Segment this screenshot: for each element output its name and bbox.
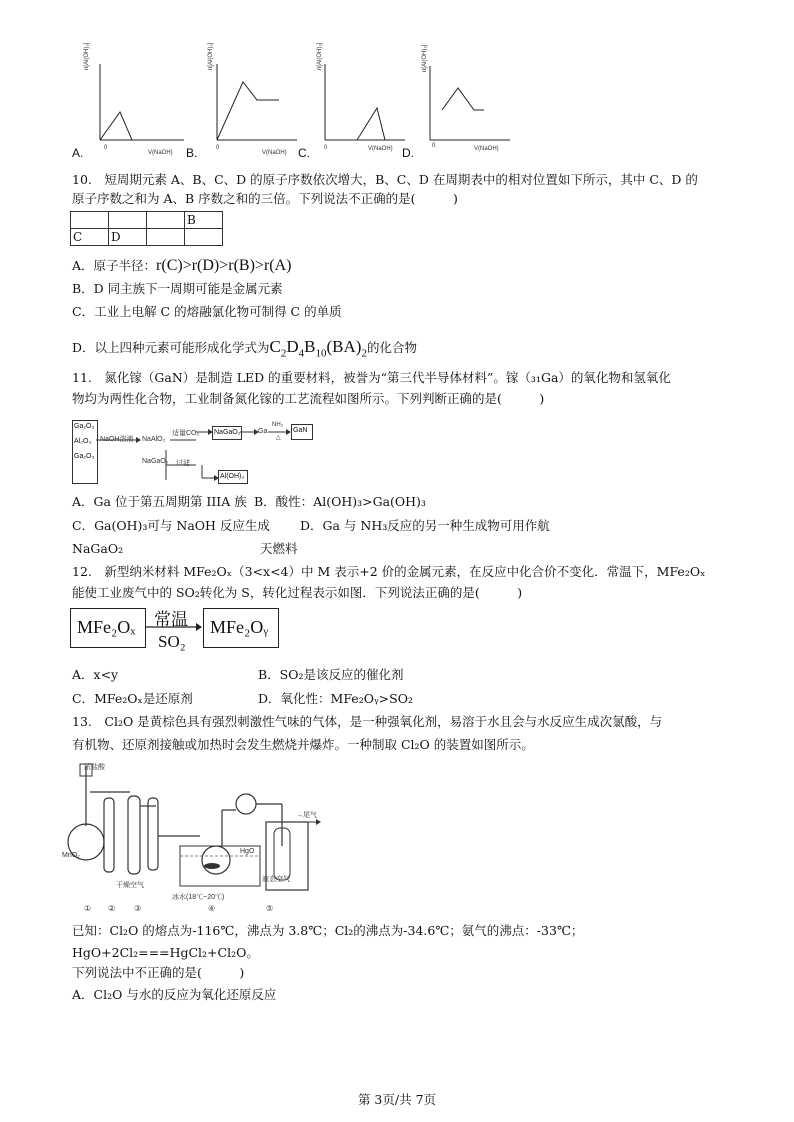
q10-option-d-suffix: 的化合物 — [366, 340, 417, 355]
q13-option-a: A．Cl₂O 与水的反应为氧化还原反应 — [72, 987, 277, 1002]
graph-c-letter: C. — [298, 146, 310, 160]
graph-d-ylabel: n[Al(OH)₃] — [422, 44, 428, 72]
q11-flow-arrows — [96, 420, 316, 490]
q10-cell-d: D — [109, 229, 147, 246]
q10-cell — [109, 212, 147, 229]
q13-label-bath: 冰水(18℃~20℃) — [172, 894, 225, 901]
q10-stem-line2: 原子序数之和为 A、B 序数之和的三倍。下列说法不正确的是( ) — [72, 191, 458, 206]
graph-c-xlabel: V(NaOH) — [368, 146, 393, 152]
q13-known-line1: 已知：Cl₂O 的熔点为-116℃，沸点为 3.8℃；Cl₂的沸点为-34.6℃；氨气的沸点：-33℃； — [72, 923, 584, 938]
q11-flow-prod1: NaGaO₂ — [212, 426, 242, 440]
q11-option-b: B．酸性：Al(OH)₃>Ga(OH)₃ — [254, 494, 426, 509]
q13-label-1: ① — [84, 904, 92, 913]
q10-option-d-formula: $C_2D_4B_{10}(BA)_2$ — [269, 337, 367, 360]
q10-cell-c: C — [71, 229, 109, 246]
q12-arrow-top: 常温 — [154, 610, 188, 629]
q11-flow-step2b: 过滤 — [176, 460, 190, 467]
q11-flow-start — [72, 420, 98, 484]
graph-a-ylabel: n[Al(OH)₃] — [84, 42, 90, 70]
q13-label-4: ④ — [208, 904, 216, 913]
q11-flow-start-item: Al₂O₃ — [74, 438, 92, 445]
q13-stem-line1: 13. Cl₂O 是黄棕色具有强烈刺激性气味的气体，是一种强氧化剂，易溶于水且会与水反应生成次氯酸，与 — [72, 714, 663, 729]
graph-d-xlabel: V(NaOH) — [474, 146, 499, 152]
q10-cell — [147, 212, 185, 229]
q11-option-c2: NaGaO₂ — [72, 541, 124, 556]
q13-known-line2: HgO+2Cl₂===HgCl₂+Cl₂O。 — [72, 945, 259, 960]
q11-option-c1: C．Ga(OH)₃可与 NaOH 反应生成 — [72, 518, 270, 533]
q13-label-5: ⑤ — [266, 904, 274, 913]
q13-stem-line2: 有机物、还原剂接触或加热时会发生燃烧并爆炸。一种制取 Cl₂O 的装置如图所示。 — [72, 737, 534, 752]
q10-option-a-text: A．原子半径： — [72, 258, 157, 273]
q11-option-d1: D．Ga 与 NH₃反应的另一种生成物可用作航 — [300, 518, 550, 533]
graph-d-letter: D. — [402, 146, 414, 160]
q13-label-liquid: 液态空气 — [262, 876, 290, 883]
q12-option-c: C．MFe₂Oₓ是还原剂 — [72, 691, 193, 706]
q10-option-d — [72, 338, 417, 362]
q13-question: 下列说法中不正确的是( ) — [72, 965, 245, 980]
page-footer: 第 3页/共 7页 — [357, 1092, 437, 1107]
graph-d-origin: 0 — [432, 143, 436, 149]
graph-a-origin: 0 — [104, 145, 108, 151]
q13-label-hcl: 浓盐酸 — [84, 764, 105, 771]
graph-b — [205, 60, 305, 160]
q11-option-d2: 天燃料 — [260, 541, 298, 556]
q12-box-left — [70, 608, 146, 648]
q11-flow-prod2: Al(OH)₃ — [218, 470, 248, 484]
q12-option-d: D．氧化性：MFe₂Oᵧ>SO₂ — [258, 691, 413, 706]
q11-stem-line2: 物均为两性化合物，工业制备氮化镓的工艺流程如图所示。下列判断正确的是( ) — [72, 391, 545, 406]
q11-flow-ga: Ga — [258, 428, 268, 435]
graph-c — [315, 60, 415, 160]
q10-periodic-table — [70, 211, 223, 246]
q11-flow-mid2: NaGaO₂ — [142, 458, 169, 465]
q12-stem-line2: 能使工业废气中的 SO₂转化为 S，转化过程表示如图．下列说法正确的是( ) — [72, 585, 523, 600]
q12-stem-line1: 12. 新型纳米材料 MFe₂Oₓ（3<x<4）中 M 表示+2 价的金属元素，在反应中化合价不变化．常温下，MFe₂Oₓ — [72, 564, 706, 579]
q12-box-left-label: MFe₂Oₓ — [77, 617, 136, 637]
q13-label-air: 干燥空气 — [116, 882, 144, 889]
graph-c-ylabel: n[Al(OH)₃] — [317, 42, 323, 70]
q11-flow-mid1: NaAlO₂ — [142, 436, 166, 443]
q10-option-a-math: r(C)>r(D)>r(B)>r(A) — [156, 257, 292, 274]
q10-cell — [71, 212, 109, 229]
q13-label-3: ③ — [134, 904, 142, 913]
q11-stem-line1: 11. 氮化镓（GaN）是制造 LED 的重要材料，被誉为“第三代半导体材料”。镓（₃₁Ga）的氧化物和氢氧化 — [72, 370, 671, 385]
q11-flow-final: GaN — [291, 424, 313, 440]
q12-option-a: A．x<y — [72, 667, 119, 682]
q10-option-d-text: D．以上四种元素可能形成化学式为 — [72, 340, 270, 355]
q13-label-hgo: HgO — [240, 848, 255, 855]
q11-flow-start-item: Ga₂O₃ — [74, 453, 95, 460]
graph-b-ylabel: n[Al(OH)₃] — [208, 42, 214, 70]
q10-cell — [185, 229, 223, 246]
q12-option-b: B．SO₂是该反应的催化剂 — [258, 667, 404, 682]
q12-box-right-label: MFe₂Oᵧ — [210, 617, 269, 637]
q13-label-outlet: →尾气 — [296, 812, 317, 819]
graph-a-xlabel: V(NaOH) — [148, 150, 173, 156]
q10-stem-line1: 10. 短周期元素 A、B、C、D 的原子序数依次增大，B、C、D 在周期表中的相对位置如下所示，其中 C、D 的 — [72, 172, 698, 187]
q10-option-c: C．工业上电解 C 的熔融氯化物可制得 C 的单质 — [72, 304, 342, 319]
q11-flow-heat: △ — [276, 435, 281, 441]
q10-cell-b: B — [185, 212, 223, 229]
graph-c-origin: 0 — [324, 145, 328, 151]
q11-flow-nh3: NH₃ — [272, 422, 284, 428]
q12-box-right — [203, 608, 279, 648]
graph-b-origin: 0 — [216, 145, 220, 151]
q13-label-mno2: MnO₂ — [62, 852, 80, 859]
q12-arrow-bottom: SO₂ — [158, 632, 186, 651]
graph-b-xlabel: V(NaOH) — [262, 150, 287, 156]
q11-flow-start-item: Ga₂O₃ — [74, 423, 95, 430]
q10-cell — [147, 229, 185, 246]
q13-label-2: ② — [108, 904, 116, 913]
graph-a — [86, 60, 186, 160]
q11-option-a: A．Ga 位于第五周期第 IIIA 族 — [72, 494, 247, 509]
q10-option-a — [72, 257, 292, 275]
q11-flow-step2: 适量CO₂ — [172, 430, 200, 437]
graph-a-letter: A. — [72, 146, 84, 160]
graph-b-letter: B. — [186, 146, 198, 160]
q10-option-b: B．D 同主族下一周期可能是金属元素 — [72, 281, 283, 296]
q11-flow-step1: NaOH溶液 — [100, 436, 134, 443]
